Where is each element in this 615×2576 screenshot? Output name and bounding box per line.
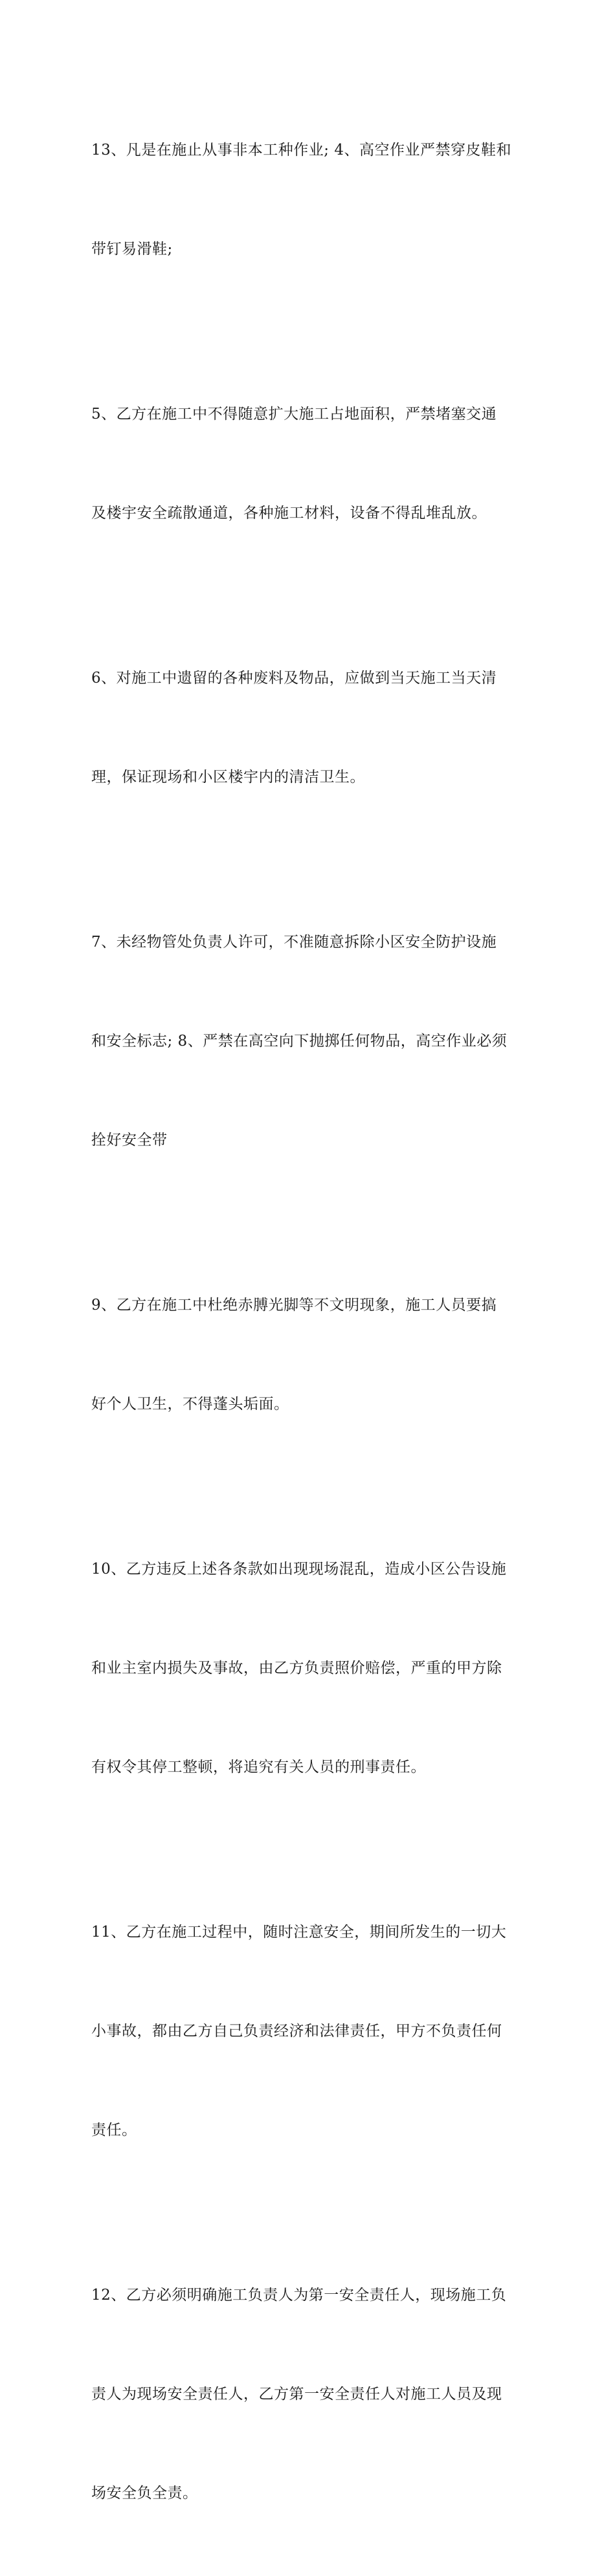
clause-6: [91, 596, 531, 860]
text-line: 小事故，都由乙方自己负责经济和法律责任，甲方不负责任何: [91, 2023, 502, 2040]
clause-12: [91, 2213, 531, 2576]
clause-5: [91, 332, 531, 596]
text-line: 10、乙方违反上述各条款如出现现场混乱，造成小区公告设施: [91, 1561, 507, 1578]
text-line: 拴好安全带: [91, 1132, 168, 1149]
text-line: 及楼宇安全疏散通道，各种施工材料，设备不得乱堆乱放。: [91, 505, 487, 522]
text-line: 带钉易滑鞋;: [91, 241, 173, 258]
text-line: 有权令其停工整顿，将追究有关人员的刑事责任。: [91, 1759, 426, 1776]
document-body: [91, 68, 531, 2576]
clause-13: [91, 68, 531, 332]
text-line: 和安全标志; 8、严禁在高空向下抛掷任何物品，高空作业必须: [91, 1033, 508, 1050]
text-line: 12、乙方必须明确施工负责人为第一安全责任人，现场施工负: [91, 2287, 507, 2304]
text-line: 6、对施工中遗留的各种废料及物品，应做到当天施工当天清: [91, 670, 497, 687]
text-line: 好个人卫生，不得蓬头垢面。: [91, 1396, 289, 1413]
clause-7: [91, 860, 531, 1223]
clause-11: [91, 1850, 531, 2213]
text-line: 场安全负全责。: [91, 2485, 198, 2502]
text-line: 责人为现场安全责任人，乙方第一安全责任人对施工人员及现: [91, 2386, 502, 2403]
clause-9: [91, 1223, 531, 1487]
text-line: 责任。: [91, 2122, 137, 2139]
text-line: 11、乙方在施工过程中，随时注意安全，期间所发生的一切大: [91, 1924, 507, 1941]
text-line: 理，保证现场和小区楼宇内的清洁卫生。: [91, 769, 365, 786]
text-line: 5、乙方在施工中不得随意扩大施工占地面积，严禁堵塞交通: [91, 406, 497, 423]
text-line: 13、凡是在施止从事非本工种作业; 4、高空作业严禁穿皮鞋和: [91, 142, 511, 159]
text-line: 7、未经物管处负责人许可，不准随意拆除小区安全防护设施: [91, 934, 497, 951]
text-line: 9、乙方在施工中杜绝赤膊光脚等不文明现象，施工人员要搞: [91, 1297, 497, 1314]
clause-10: [91, 1487, 531, 1850]
text-line: 和业主室内损失及事故，由乙方负责照价赔偿，严重的甲方除: [91, 1660, 502, 1677]
